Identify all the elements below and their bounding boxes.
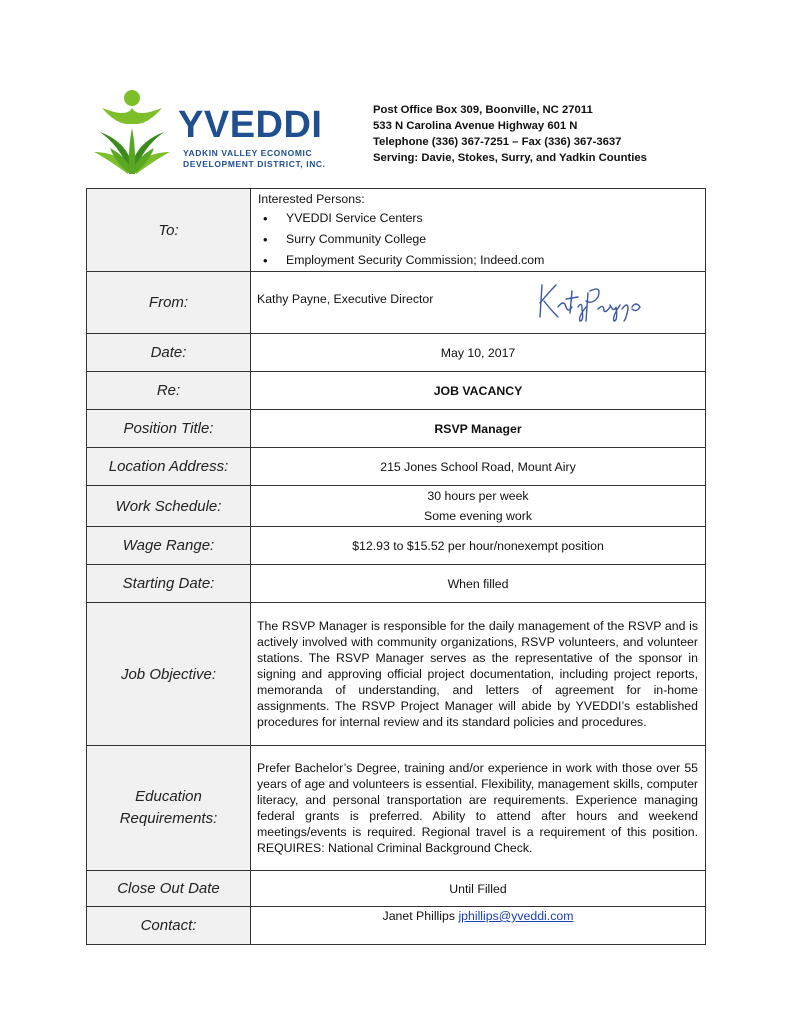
- address-line: 533 N Carolina Avenue Highway 601 N: [373, 120, 578, 132]
- contact-name: Janet Phillips: [382, 909, 456, 923]
- contact-email-link[interactable]: jphillips@yveddi.com: [458, 909, 574, 923]
- wage-row: [87, 527, 706, 565]
- logo-subtitle: YADKIN VALLEY ECONOMIC: [183, 148, 313, 158]
- list-item: • Employment Security Commission; Indeed.com: [286, 250, 705, 271]
- position-row: [87, 410, 706, 448]
- closeout-value: Until Filled: [251, 871, 706, 907]
- education-text: Prefer Bachelor’s Degree, training and/or experience in work with those over 55 years of age and volunteers is essential. Flexibility, management skills, computer literacy, and personal transportation are requirements. Experience managing federal grants is preferred. Ability to attend after hours and weekend meetings/events is required. Regional travel is a requirement of this position. REQUIRES: National Criminal Background Check.: [251, 746, 706, 871]
- logo-wordmark: YVEDDI: [178, 104, 323, 146]
- re-label: Re:: [87, 372, 251, 410]
- location-value: 215 Jones School Road, Mount Airy: [251, 448, 706, 486]
- subject-value: JOB VACANCY: [251, 372, 706, 410]
- address-line: Post Office Box 309, Boonville, NC 27011: [373, 104, 593, 116]
- education-row: [87, 746, 706, 871]
- schedule-row: [87, 486, 706, 527]
- schedule-label: Work Schedule:: [87, 486, 251, 527]
- sprout-logo-icon: [92, 88, 182, 176]
- starting-value: When filled: [251, 565, 706, 603]
- from-row: [87, 272, 706, 334]
- job-vacancy-table: [86, 188, 706, 945]
- schedule-note: Some evening work: [424, 509, 532, 523]
- contact-row: [87, 907, 706, 945]
- yveddi-logo: [92, 88, 328, 176]
- from-label: From:: [87, 272, 251, 334]
- to-row: [87, 189, 706, 272]
- wage-label: Wage Range:: [87, 527, 251, 565]
- signature-image: [536, 277, 646, 323]
- to-label: To:: [87, 189, 251, 272]
- closeout-row: [87, 871, 706, 907]
- objective-row: [87, 603, 706, 746]
- schedule-hours: 30 hours per week: [427, 489, 529, 503]
- education-label: Education: [135, 788, 202, 805]
- closeout-label: Close Out Date: [87, 871, 251, 907]
- list-item: • Surry Community College: [286, 229, 705, 250]
- location-row: [87, 448, 706, 486]
- address-block: [373, 102, 647, 166]
- date-value: May 10, 2017: [251, 334, 706, 372]
- logo-subtitle: DEVELOPMENT DISTRICT, INC.: [183, 159, 326, 169]
- position-label: Position Title:: [87, 410, 251, 448]
- from-value: Kathy Payne, Executive Director: [257, 291, 434, 306]
- objective-label: Job Objective:: [87, 603, 251, 746]
- education-label: Requirements:: [119, 810, 218, 827]
- list-item: • YVEDDI Service Centers: [286, 208, 705, 229]
- position-value: RSVP Manager: [251, 410, 706, 448]
- objective-text: The RSVP Manager is responsible for the daily management of the RSVP and is actively involved with community organizations, RSVP volunteers, and volunteer stations. The RSVP Manager serves as the representative of the sponsor in signing and approving official project documentation, including project reports, memoranda of understanding, and letters of agreement for in-home assignments. The RSVP Project Manager will abide by YVEDDI’s established procedures for internal review and its standard policies and procedures.: [251, 603, 706, 746]
- counties-line: Serving: Davie, Stokes, Surry, and Yadkin Counties: [373, 152, 647, 164]
- starting-row: [87, 565, 706, 603]
- recipient-list: [258, 208, 705, 271]
- date-label: Date:: [87, 334, 251, 372]
- contact-label: Contact:: [87, 907, 251, 945]
- re-row: [87, 372, 706, 410]
- date-row: [87, 334, 706, 372]
- wage-value: $12.93 to $15.52 per hour/nonexempt position: [251, 527, 706, 565]
- starting-label: Starting Date:: [87, 565, 251, 603]
- letterhead: [92, 88, 712, 178]
- phone-fax-line: Telephone (336) 367-7251 – Fax (336) 367-3637: [373, 136, 622, 148]
- to-intro: Interested Persons:: [258, 192, 365, 206]
- location-label: Location Address:: [87, 448, 251, 486]
